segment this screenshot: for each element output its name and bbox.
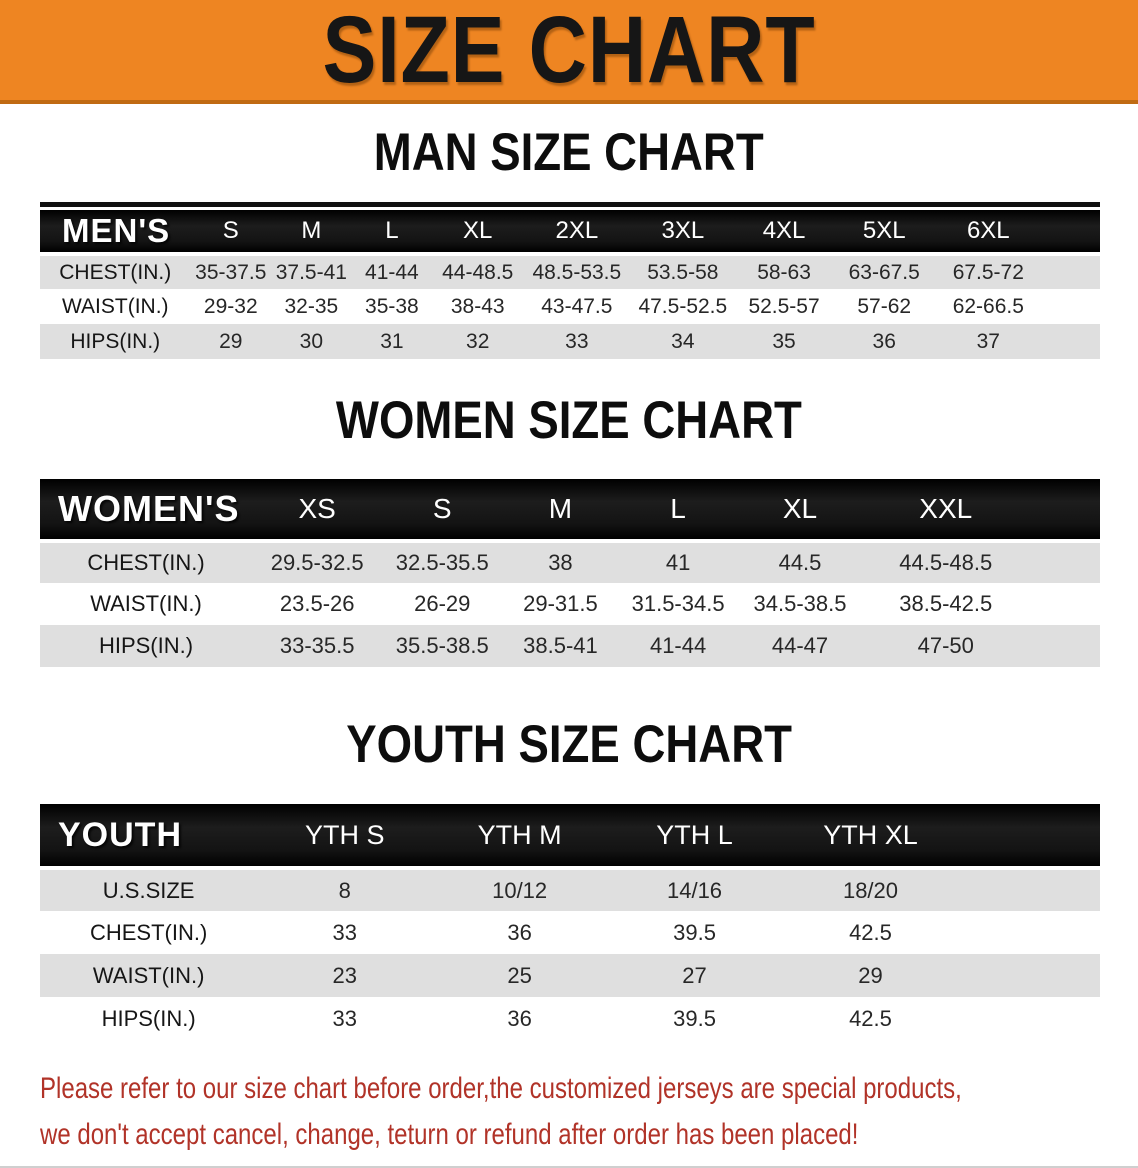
size-value-cell: 26-29 [414,591,471,616]
size-value-cell: 67.5-72 [952,260,1024,284]
size-value-cell: 29-31.5 [523,591,598,616]
size-column-header: 2XL [523,210,630,254]
size-value-cell: 52.5-57 [748,294,820,318]
size-value-cell: 33-35.5 [279,633,355,658]
row-label: WAIST(IN.) [61,294,169,318]
size-value-cell: 48.5-53.5 [532,260,622,284]
size-value-cell: 37.5-41 [275,260,347,284]
size-value-cell: 41-44 [365,260,419,284]
size-value-cell: 42.5 [849,919,892,945]
size-value-cell: 39.5 [673,919,716,945]
women-section [0,391,1138,667]
size-value-cell: 35-37.5 [195,260,267,284]
measurement-row [40,324,1100,359]
row-label: CHEST(IN.) [89,919,208,945]
size-value-cell: 33 [565,329,589,353]
youth-group-label: YOUTH [40,804,257,868]
size-column-header: 5XL [833,210,936,254]
size-value-cell: 35-38 [365,294,419,318]
size-column-header: XL [432,210,523,254]
size-column-header: YTH L [607,804,782,868]
size-value-cell: 36 [507,919,532,945]
size-value-cell: 41-44 [649,633,707,658]
measurement-row [40,625,1100,667]
men-group-label: MEN'S [40,210,191,254]
women-section-heading-text: WOMEN SIZE CHART [336,391,802,450]
size-value-cell: 53.5-58 [647,260,719,284]
measurement-row [40,911,1100,954]
size-column-header: L [352,210,433,254]
men-header-row [40,210,1100,254]
size-value-cell: 38-43 [450,294,505,318]
youth-section-heading-text: YOUTH SIZE CHART [346,715,792,774]
row-label: CHEST(IN.) [59,260,172,284]
size-column-header: M [502,479,619,541]
youth-section-heading [0,715,1138,780]
size-value-cell: 37 [976,329,1000,353]
men-section-heading [0,123,1138,188]
size-value-cell: 31.5-34.5 [631,591,725,616]
youth-header-row [40,804,1100,868]
size-value-cell: 62-66.5 [952,294,1024,318]
size-value-cell: 25 [507,962,532,988]
measurement-row [40,954,1100,997]
size-column-header: S [382,479,502,541]
size-value-cell: 43-47.5 [541,294,613,318]
size-column-header: S [191,210,272,254]
banner [0,0,1138,104]
size-column-header: YTH S [257,804,432,868]
size-column-header: 6XL [936,210,1100,254]
size-value-cell: 10/12 [492,877,548,903]
size-value-cell: 44-48.5 [442,260,514,284]
size-value-cell: 44.5-48.5 [899,550,993,575]
youth-table-wrap [40,804,1100,1040]
size-value-cell: 32.5-35.5 [395,550,489,575]
size-value-cell: 38.5-42.5 [899,591,993,616]
row-label: HIPS(IN.) [98,633,194,658]
women-table-wrap [40,479,1100,667]
size-value-cell: 58-63 [757,260,811,284]
measurement-row [40,583,1100,625]
size-column-header: YTH XL [782,804,1100,868]
measurement-row [40,254,1100,289]
size-value-cell: 57-62 [857,294,912,318]
youth-section [0,715,1138,1040]
size-value-cell: 36 [507,1005,532,1031]
size-column-header: YTH M [432,804,607,868]
size-column-header: XS [252,479,382,541]
disclaimer-line-2: we don't accept cancel, change, teturn or refund after order has been placed! [40,1118,859,1151]
size-column-header: XXL [863,479,1100,541]
size-value-cell: 39.5 [673,1005,716,1031]
men-section [0,123,1138,359]
size-value-cell: 29-32 [203,294,258,318]
size-value-cell: 38.5-41 [523,633,598,658]
women-group-label: WOMEN'S [40,479,252,541]
row-label: CHEST(IN.) [87,550,205,575]
men-table-wrap [40,202,1100,359]
size-value-cell: 44-47 [771,633,829,658]
size-value-cell: 34.5-38.5 [753,591,847,616]
men-section-heading-text: MAN SIZE CHART [374,123,764,182]
disclaimer [40,1066,1100,1158]
men-size-table [40,210,1100,359]
row-label: HIPS(IN.) [70,329,161,353]
page-title: SIZE CHART [322,0,816,103]
size-value-cell: 63-67.5 [848,260,920,284]
measurement-row [40,289,1100,324]
row-label: HIPS(IN.) [101,1005,196,1031]
size-value-cell: 29 [219,329,243,353]
size-value-cell: 44.5 [778,550,822,575]
women-section-heading [0,391,1138,456]
size-column-header: M [271,210,352,254]
size-value-cell: 41 [665,550,691,575]
size-value-cell: 18/20 [842,877,899,903]
size-column-header: L [619,479,738,541]
size-value-cell: 38 [548,550,573,575]
size-column-header: XL [737,479,862,541]
disclaimer-line-1: Please refer to our size chart before order,the customized jerseys are special products, [40,1072,962,1105]
measurement-row [40,997,1100,1040]
size-value-cell: 8 [338,877,351,903]
size-value-cell: 33 [332,1005,357,1031]
size-value-cell: 29.5-32.5 [270,550,364,575]
measurement-row [40,868,1100,911]
men-table-top-border [40,202,1100,207]
size-value-cell: 30 [299,329,324,353]
size-value-cell: 23.5-26 [279,591,355,616]
size-value-cell: 32-35 [284,294,339,318]
measurement-row [40,541,1100,583]
row-label: WAIST(IN.) [90,591,202,616]
row-label: U.S.SIZE [102,877,195,903]
size-value-cell: 47-50 [917,633,974,658]
women-size-table [40,479,1100,667]
size-value-cell: 27 [682,962,707,988]
size-value-cell: 31 [380,329,404,353]
size-value-cell: 35.5-38.5 [395,633,489,658]
size-column-header: 4XL [735,210,833,254]
size-value-cell: 32 [466,329,490,353]
size-value-cell: 33 [332,919,357,945]
size-value-cell: 35 [772,329,796,353]
size-value-cell: 29 [858,962,883,988]
size-value-cell: 23 [332,962,357,988]
size-value-cell: 34 [671,329,695,353]
size-value-cell: 47.5-52.5 [638,294,728,318]
row-label: WAIST(IN.) [92,962,205,988]
size-column-header: 3XL [630,210,735,254]
size-value-cell: 42.5 [849,1005,892,1031]
size-value-cell: 36 [872,329,896,353]
size-value-cell: 14/16 [666,877,723,903]
women-header-row [40,479,1100,541]
youth-size-table [40,804,1100,1040]
